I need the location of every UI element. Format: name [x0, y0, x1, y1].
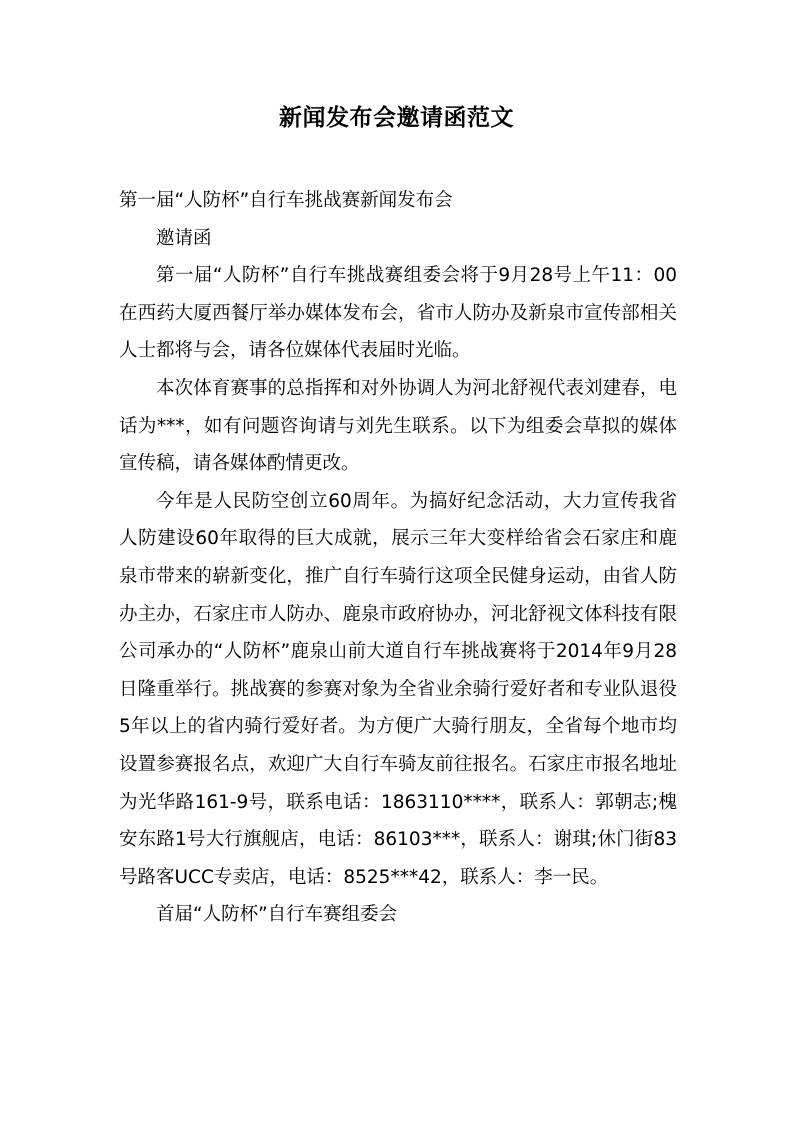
paragraph-announcement: 第一届“人防杯”自行车挑战赛组委会将于9月28号上午11：00在西药大厦西餐厅举办媒体发布会，省市人防办及新泉市宣传部相关人士都将与会，请各位媒体代表届时光临。: [119, 265, 677, 362]
paragraph-press-release: 今年是人民防空创立60周年。为搞好纪念活动，大力宣传我省人防建设60年取得的巨大成就，展示三年大变样给省会石家庄和鹿泉市带来的崭新变化，推广自行车骑行这项全民健身运动，由省人防办主办，石家庄市人防办、鹿泉市政府协办，河北舒视文体科技有限公司承办的“人防杯”鹿泉山前大道自行车挑战赛将于2014年9月28日隆重举行。挑战赛的参赛对象为全省业余骑行爱好者和专业队退役5年以上的省内骑行爱好者。为方便广大骑行朋友，全省每个地市均设置参赛报名点，欢迎广大自行车骑友前往报名。石家庄市报名地址为光华路161-9号，联系电话：1863110****，联系人：郭朝志;槐安东路1号大行旗舰店，电话：86103***，联系人：谢琪;休门街83号路客UCC专卖店，电话：8525***42，联系人：李一民。: [119, 490, 677, 888]
event-heading: 第一届“人防杯”自行车挑战赛新闻发布会: [119, 190, 453, 211]
organizer-signature: 首届“人防杯”自行车赛组委会: [156, 904, 398, 926]
document-body: [119, 182, 677, 934]
paragraph-contact: 本次体育赛事的总指挥和对外协调人为河北舒视代表刘建春，电话为***，如有问题咨询请与刘先生联系。以下为组委会草拟的媒体宣传稿，请各媒体酌情更改。: [119, 377, 677, 475]
invitation-label: 邀请函: [156, 227, 212, 249]
document-title: 新闻发布会邀请函范文: [279, 105, 514, 131]
